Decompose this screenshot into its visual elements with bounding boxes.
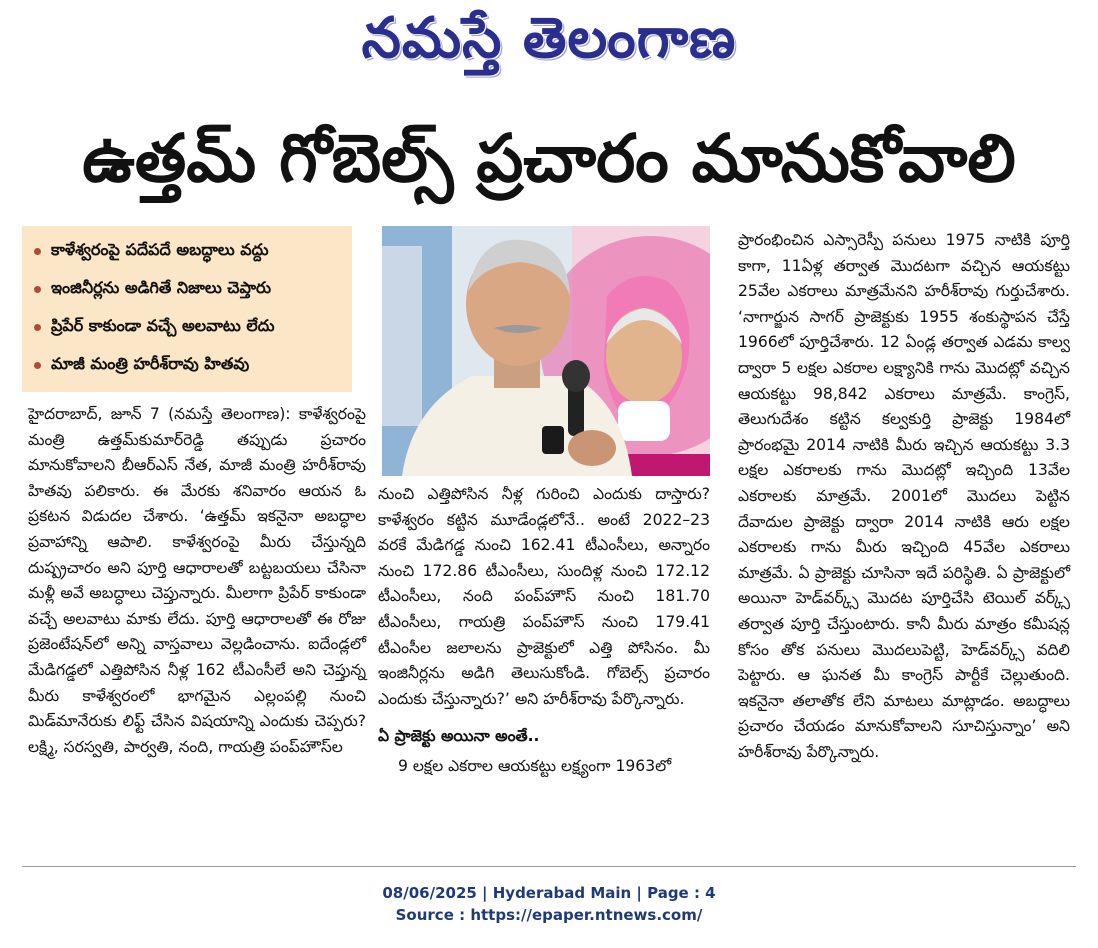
bullet-icon: [34, 362, 41, 369]
highlight-text: ఇంజినీర్లను అడిగితే నిజాలు చెప్తారు: [51, 277, 271, 297]
highlights-box: [22, 226, 352, 392]
footer-source-link[interactable]: Source : https://epaper.ntnews.com/: [395, 906, 703, 924]
highlight-text: ప్రిపేర్ కాకుండా వచ్చే అలవాటు లేదు: [51, 315, 275, 335]
highlight-item: [32, 346, 342, 384]
highlight-item: [32, 308, 342, 346]
column-2-text: నుంచి ఎత్తిపోసిన నీళ్ల గురించి ఎందుకు దాస్తారు? కాళేశ్వరం కట్టిన మూడేండ్లలోనే.. అంటే 2022–23 వరకే మేడిగడ్డ నుంచి 162.41 టీఎంసీలు, అన్నారం నుంచి 172.86 టీఎంసీలు, సుందిళ్ల నుంచి 172.12 టీఎంసీలు, నంది పంప్‌హౌస్ నుంచి 181.70 టీఎంసీలు, గాయత్రి పంప్‌హౌస్ నుంచి 179.41 టీఎంసీల జలాలను ప్రాజెక్టులో ఎత్తి పోసినం. మీ ఇంజినీర్లను అడిగి తెలుసుకోండి. గోబెల్స్ ప్రచారం ఎందుకు చేస్తున్నారు?’ అని హరీశ్‌రావు పేర్కొన్నారు.: [378, 485, 710, 708]
page-headline: ఉత్తమ్ గోబెల్స్ ప్రచారం మానుకోవాలి: [82, 120, 1016, 197]
highlight-text: మాజీ మంత్రి హరీశ్‌రావు హితవు: [51, 353, 250, 373]
highlight-text: కాళేశ్వరంపై పదేపదే అబద్ధాలు వద్దు: [51, 239, 269, 259]
photo-illustration: [382, 226, 710, 476]
column-3-text: ప్రారంభించిన ఎస్సారెస్పీ పనులు 1975 నాటికి పూర్తి కాగా, 11ఏళ్ల తర్వాత మొదటగా వచ్చిన ఆయకట్టు 25వేల ఎకరాలు మాత్రమేనని హరీశ్‌రావు గుర్తుచేశారు. ‘నాగార్జున సాగర్ ప్రాజెక్టుకు 1955 శంకుస్థాపన చేస్తే 1966లో పూర్తిచేశారు. 12 ఏండ్ల తర్వాత ఎడమ కాల్వ ద్వారా 5 లక్షల ఎకరాల లక్ష్యానికి గాను మొదట్లో వచ్చిన ఆయకట్టు 98,842 ఎకరాలు మాత్రమే. కాంగ్రెస్, తెలుగుదేశం కట్టిన కల్వకుర్తి ప్రాజెక్టు 1984లో ప్రారంభమై 2014 నాటికి మీరు ఇచ్చిన ఆయకట్టు 3.3 లక్షల ఎకరాలకు గాను మొదట్లో ఇచ్చింది 13వేల ఎకరాలకు మాత్రమే. 2001లో మొదలు పెట్టిన దేవాదుల ప్రాజెక్టు ద్వారా 2014 నాటికి ఆరు లక్షల ఎకరాలకు గాను మీరు ఇచ్చింది 45వేల ఎకరాలు మాత్రమే. ఏ ప్రాజెక్టు చూసినా ఇదే పరిస్థితి. ఏ ప్రాజెక్టులో అయినా హెడ్‌వర్క్స్ మొదట పూర్తిచేసి టెయిల్ వర్క్స్ తర్వాత పూర్తి చేస్తుంటారు. కానీ మీరు మాత్రం కమీషన్ల కోసం తోక పనులు మొదలుపెట్టి, హెడ్‌వర్క్స్ వదిలి పెట్టారు. ఆ ఘనత మీ కాంగ్రెస్ పార్టీకే చెల్లుతుంది. ఇకనైనా తలాతోక లేని మాటలు మాట్లాడం. అబద్ధాలు ప్రచారం చేయడం మానుకోవాలని సూచిస్తున్నాం’ అని హరీశ్‌రావు పేర్కొన్నారు.: [738, 231, 1070, 761]
column-1-text: హైదరాబాద్, జూన్ 7 (నమస్తే తెలంగాణ): కాళేశ్వరంపై మంత్రి ఉత్తమ్‌కుమార్‌రెడ్డి తప్పుడు ప్రచారం మానుకోవాలని బీఆర్‌ఎస్ నేత, మాజీ మంత్రి హరీశ్‌రావు హితవు పలికారు. ఈ మేరకు శనివారం ఆయన ఓ ప్రకటన విడుదల చేశారు. ‘ఉత్తమ్ ఇకనైనా అబద్ధాల ప్రవాహాన్ని ఆపాలి. కాళేశ్వరంపై మీరు చేస్తున్నది దుష్ప్రచారం అని పూర్తి ఆధారాలతో బట్టబయలు చేసినా మళ్లీ అవే అబద్ధాలు చెప్తున్నారు. మీలాగా ప్రిపేర్ కాకుండా వచ్చే అలవాటు మాకు లేదు. పూర్తి ఆధారాలతో ఈ రోజు ప్రజెంటేషన్‌లో అన్ని వాస్తవాలు వెల్లడించాను. ఐదేండ్లలో మేడిగడ్డలో ఎత్తిపోసిన నీళ్ల 162 టీఎంసీలే అని చెప్తున్న మీరు కాళేశ్వరంలో భాగమైన ఎల్లంపల్లి నుంచి మిడ్‌మానేరుకు లిఫ్ట్ చేసిన విషయాన్ని ఎందుకు చెప్పరు? లక్ష్మి, సరస్వతి, పార్వతి, నంది, గాయత్రి పంప్‌హౌస్‌ల: [28, 405, 366, 756]
bullet-icon: [34, 248, 41, 255]
masthead-logo: నమస్తే తెలంగాణ: [361, 5, 737, 71]
highlight-item: [32, 232, 342, 270]
highlight-item: [32, 270, 342, 308]
section-subhead: ఏ ప్రాజెక్టు అయినా అంతే..: [378, 727, 540, 746]
footer-date-edition: 08/06/2025 | Hyderabad Main | Page : 4: [382, 884, 716, 902]
bullet-icon: [34, 286, 41, 293]
bullet-icon: [34, 324, 41, 331]
footer-divider: [22, 866, 1076, 867]
article-column-1: [28, 402, 366, 760]
article-column-2: [378, 482, 710, 780]
column-2-tail: 9 లక్షల ఎకరాల ఆయకట్టు లక్ష్యంగా 1963లో: [398, 756, 672, 775]
article-column-3: [738, 228, 1070, 765]
article-photo: [382, 226, 710, 476]
